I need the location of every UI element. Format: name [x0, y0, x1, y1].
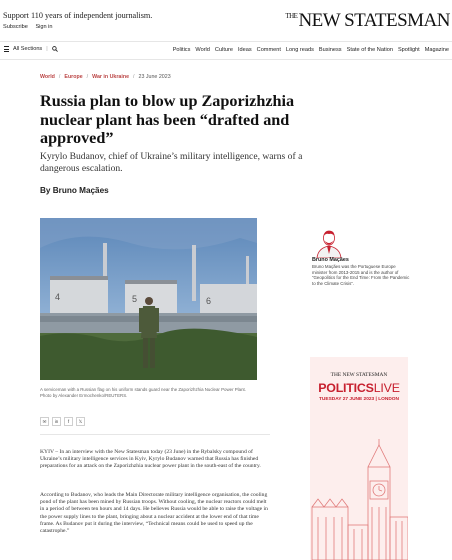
ad-title [310, 381, 408, 395]
reactor-label-5: 5 [132, 294, 138, 304]
reactor-label-6: 6 [206, 296, 212, 306]
crumb-europe[interactable]: Europe [64, 74, 83, 80]
divider [40, 434, 270, 435]
parliament-illustration [310, 437, 408, 560]
article-byline[interactable]: By Bruno Maçães [40, 186, 109, 195]
article-standfirst: Kyrylo Budanov, chief of Ukraine’s military intelligence, warns of a dangerous escalation. [40, 151, 303, 174]
photo-caption: A serviceman with a Russian flag on his uniform stands guard near the Zaporizhzhia Nuclear Power Plant. Photo by Alexander Ermochenko/REUTERS. [40, 387, 246, 398]
crumb-world[interactable]: World [40, 74, 55, 80]
email-share-icon[interactable]: ✉ [40, 417, 49, 426]
article-paragraph-2: According to Budanov, who leads the Main Directorate military intelligence organisation, the cooling pond of the plant has been mined by Russian troops. Without cooling, the nuclear reactors could melt in a period of between ten hours and 14 days. He believes Russia would be able to raise the voltage in the power supply lines to the plant, bringing about a nuclear accident at the lower end of that time frame. As Budanov put it during the interview, “Technical means could be used to speed up the catastrophe.” [40, 492, 268, 535]
top-bar [0, 0, 452, 40]
x-share-icon[interactable]: 𝕏 [76, 417, 85, 426]
nav-item-ideas[interactable]: Ideas [237, 47, 252, 53]
nav-item-culture[interactable]: Culture [214, 47, 233, 53]
menu-icon[interactable] [4, 46, 9, 52]
ad-logo: THE NEW STATESMAN [330, 372, 388, 378]
ad-title-live: LIVE [373, 381, 400, 395]
crumb-war-in-ukraine[interactable]: War in Ukraine [92, 74, 130, 80]
logo-prefix: THE [285, 12, 298, 20]
nav-bar [0, 41, 452, 60]
breadcrumb [40, 74, 171, 80]
reactor-label-4: 4 [55, 292, 61, 302]
subscribe-link[interactable]: Subscribe [3, 24, 28, 30]
sign-in-link[interactable]: Sign in [35, 24, 53, 30]
ad-title-politics: POLITICS [318, 381, 374, 395]
all-sections-button[interactable]: All Sections [13, 46, 43, 52]
crumb-separator: / [133, 74, 135, 80]
crumb-separator: / [86, 74, 89, 80]
nav-divider: | [46, 46, 48, 52]
nav-item-business[interactable]: Business [318, 47, 342, 53]
nav-item-magazine[interactable]: Magazine [424, 47, 449, 53]
author-bio: Bruno Maçães was the Portuguese Europe minister from 2013-2015 and is the author of “Geopolitics for the End Time: From the Pandemic to the Climate Crisis”. [312, 264, 410, 286]
share-bar [40, 417, 85, 426]
section-nav [173, 47, 449, 53]
author-name[interactable]: Bruno Maçães [312, 257, 349, 263]
tagline: Support 110 years of independent journalism. [3, 11, 153, 20]
nav-item-world[interactable]: World [195, 47, 210, 53]
ad-date: TUESDAY 27 JUNE 2023 | LONDON [319, 397, 399, 402]
linkedin-share-icon[interactable]: in [52, 417, 61, 426]
nav-item-politics[interactable]: Politics [172, 47, 191, 53]
logo-text: NEW STATESMAN [298, 10, 450, 31]
article-date: 23 June 2023 [138, 74, 171, 80]
nav-item-spotlight[interactable]: Spotlight [397, 47, 420, 53]
crumb-separator: / [58, 74, 61, 80]
facebook-share-icon[interactable]: f [64, 417, 73, 426]
search-icon[interactable] [52, 46, 58, 52]
article-paragraph-1: KYIV – In an interview with the New Statesman today (23 June) in the Rybalsky compound of Ukraine’s military intelligence services in Kyiv, Kyrylo Budanov warned that Russia has finished preparations for an attack on the Zaporizhzhia nuclear power plant in the south-east of the country. [40, 449, 261, 470]
author-avatar[interactable] [312, 228, 346, 258]
article-headline: Russia plan to blow up Zaporizhzhia nuclear plant has been “drafted and approved” [40, 92, 295, 147]
nav-item-long-reads[interactable]: Long reads [285, 47, 314, 53]
nav-item-state-of-the-nation[interactable]: State of the Nation [346, 47, 393, 53]
site-logo[interactable] [285, 10, 450, 32]
article-photo [40, 218, 257, 380]
account-links [3, 24, 59, 30]
nav-item-comment[interactable]: Comment [256, 47, 281, 53]
politics-live-ad[interactable] [310, 357, 408, 560]
